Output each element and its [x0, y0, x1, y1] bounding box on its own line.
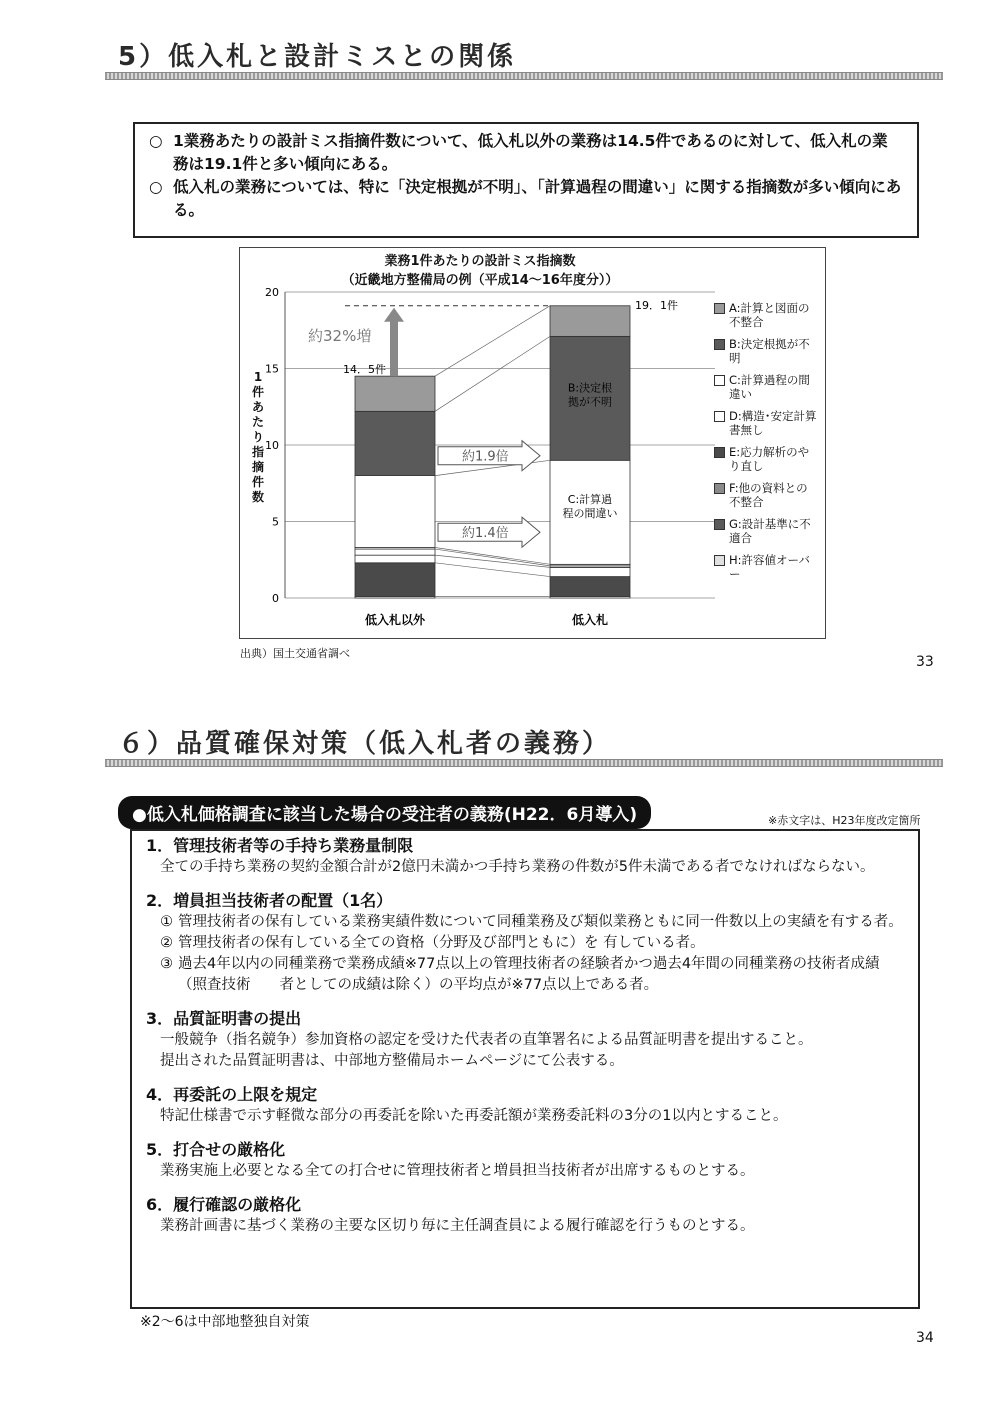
increase-annotation: 約32%増 [308, 326, 372, 345]
section-rule [105, 72, 943, 80]
legend-text: D:構造･安定計算書無し [729, 409, 817, 437]
item-heading: 6．履行確認の厳格化 [146, 1195, 302, 1214]
footnote: ※2～6は中部地整独自対策 [140, 1314, 310, 1330]
increase-arrow-head [384, 308, 404, 322]
bar-segment [550, 567, 630, 576]
legend-text: E:応力解析のやり直し [729, 445, 810, 473]
bar-segment [355, 555, 435, 563]
b-ratio-arrow-label: 約1.9倍 [462, 449, 509, 465]
bar-segment [355, 376, 435, 411]
legend-text: B:決定根拠が不明 [729, 337, 810, 365]
legend-item [714, 301, 819, 329]
sub-text: 管理技術者の保有している全ての資格（分野及び部門ともに）を 有している者。 [178, 935, 705, 951]
increase-arrow-shaft [390, 320, 398, 376]
legend-swatch [714, 411, 725, 422]
item-heading: 4．再委託の上限を規定 [146, 1085, 318, 1104]
connector-line [435, 555, 550, 567]
bar-segment [355, 411, 435, 475]
legend-item [714, 445, 819, 473]
bar-segment [355, 549, 435, 555]
item-heading: 5．打合せの厳格化 [146, 1140, 286, 1159]
section-title-5: 5）低入札と設計ミスとの関係 [118, 42, 517, 72]
obligations-box [130, 829, 920, 1309]
in-bar-label: C:計算過程の間違い [562, 493, 618, 521]
legend-swatch [714, 555, 725, 566]
section-rule [105, 759, 943, 767]
legend-text: H:許容値オーバー [729, 553, 810, 581]
legend-swatch [714, 303, 725, 314]
y-tick-label: 5 [272, 515, 279, 529]
item-body: 全ての手持ち業務の契約金額合計が2億円未満かつ手持ち業務の件数が5件未満である者でなければならない。 [160, 859, 875, 875]
legend-text: F:他の資料との不整合 [729, 481, 808, 509]
chart-box [239, 247, 826, 639]
page-number-34: 34 [916, 1330, 934, 1346]
bar-segment [550, 306, 630, 337]
sub-text: 管理技術者の保有している業務実績件数について同種業務及び類似業務ともに同一件数以上の実績を有する者。 [178, 914, 903, 930]
summary-box [133, 122, 919, 238]
total-label: 19．1件 [635, 298, 678, 312]
item-heading: 2．増員担当技術者の配置（1名） [146, 891, 393, 910]
legend-item [714, 517, 819, 545]
connector-line [435, 306, 550, 376]
legend-swatch [714, 519, 725, 530]
connector-line [435, 563, 550, 577]
item-sub [146, 912, 904, 996]
section-title-6: ６）品質確保対策（低入札者の義務） [118, 729, 612, 759]
bullet-icon: ○ [149, 132, 163, 150]
item-body: 業務計画書に基づく業務の主要な区切り毎に主任調査員による履行確認を行うものとする。 [160, 1218, 755, 1234]
item-body: 特記仕様書で示す軽微な部分の再委託を除いた再委託額が業務委託料の3分の1以内とすること。 [160, 1108, 788, 1124]
item-body: 業務実施上必要となる全ての打合せに管理技術者と増員担当技術者が出席するものとする。 [160, 1163, 755, 1179]
legend-swatch [714, 483, 725, 494]
bar-segment [355, 476, 435, 548]
obligation-banner: ●低入札価格調査に該当した場合の受注者の義務(H22．6月導入) [118, 796, 651, 829]
connector-line [435, 336, 550, 411]
source-note: 出典）国土交通省調べ [240, 647, 350, 660]
y-tick-label: 15 [265, 362, 279, 376]
legend-item [714, 409, 819, 437]
item-heading: 3．品質証明書の提出 [146, 1009, 302, 1028]
x-category-label: 低入札 [571, 613, 609, 627]
connector-line [435, 548, 550, 565]
item-heading: 1．管理技術者等の手持ち業務量制限 [146, 836, 414, 855]
chart-legend [714, 301, 819, 589]
legend-item [714, 481, 819, 509]
legend-text: G:設計基準に不適合 [729, 517, 811, 545]
item-body: 提出された品質証明書は、中部地方整備局ホームページにて公表する。 [160, 1053, 624, 1069]
page-number-33: 33 [916, 654, 934, 670]
y-axis-label: 1件あたり指摘件数 [251, 370, 264, 504]
x-category-label: 低入札以外 [364, 613, 426, 627]
legend-swatch [714, 447, 725, 458]
bullet-icon: ○ [149, 178, 163, 196]
banner-note: ※赤文字は、H23年度改定箇所 [768, 814, 921, 827]
summary-item [149, 130, 903, 176]
y-tick-label: 10 [265, 439, 279, 452]
item-body: 一般競争（指名競争）参加資格の認定を受けた代表者の直筆署名による品質証明書を提出すること。 [160, 1032, 813, 1048]
summary-text: 低入札の業務については、特に「決定根拠が不明」、「計算過程の間違い」に関する指摘数が多い傾向にある。 [173, 178, 902, 219]
summary-text: 1業務あたりの設計ミス指摘件数について、低入札以外の業務は14.5件であるのに対して、低入札の業務は19.1件と多い傾向にある。 [173, 132, 888, 173]
legend-item [714, 553, 819, 581]
legend-swatch [714, 375, 725, 386]
y-tick-label: 20 [265, 286, 279, 299]
in-bar-label: B:決定根拠が不明 [567, 381, 613, 409]
sub-number: ① [160, 914, 173, 930]
legend-text: C:計算過程の間違い [729, 373, 810, 401]
sub-number: ② [160, 935, 173, 951]
legend-swatch [714, 339, 725, 350]
legend-item [714, 337, 819, 365]
chart-title-text: 業務1件あたりの設計ミス指摘数 [384, 254, 576, 269]
chart-subtitle: （近畿地方整備局の例（平成14～16年度分）） [341, 273, 619, 288]
legend-item [714, 373, 819, 401]
c-ratio-arrow-label: 約1.4倍 [462, 526, 509, 542]
bar-segment [355, 563, 435, 597]
y-tick-label: 0 [272, 592, 279, 605]
sub-number: ③ [160, 956, 173, 972]
summary-item [149, 176, 903, 222]
chart-plot [240, 248, 720, 640]
bar-segment [550, 577, 630, 597]
connector-line [435, 549, 550, 566]
sub-text: 過去4年以内の同種業務で業務成績※77点以上の管理技術者の経験者かつ過去4年間の同種業務の技術者成績（照査技術 者としての成績は除く）の平均点が※77点以上である者。 [178, 956, 880, 993]
legend-text: A:計算と図面の不整合 [729, 301, 810, 329]
total-label: 14．5件 [343, 363, 386, 377]
